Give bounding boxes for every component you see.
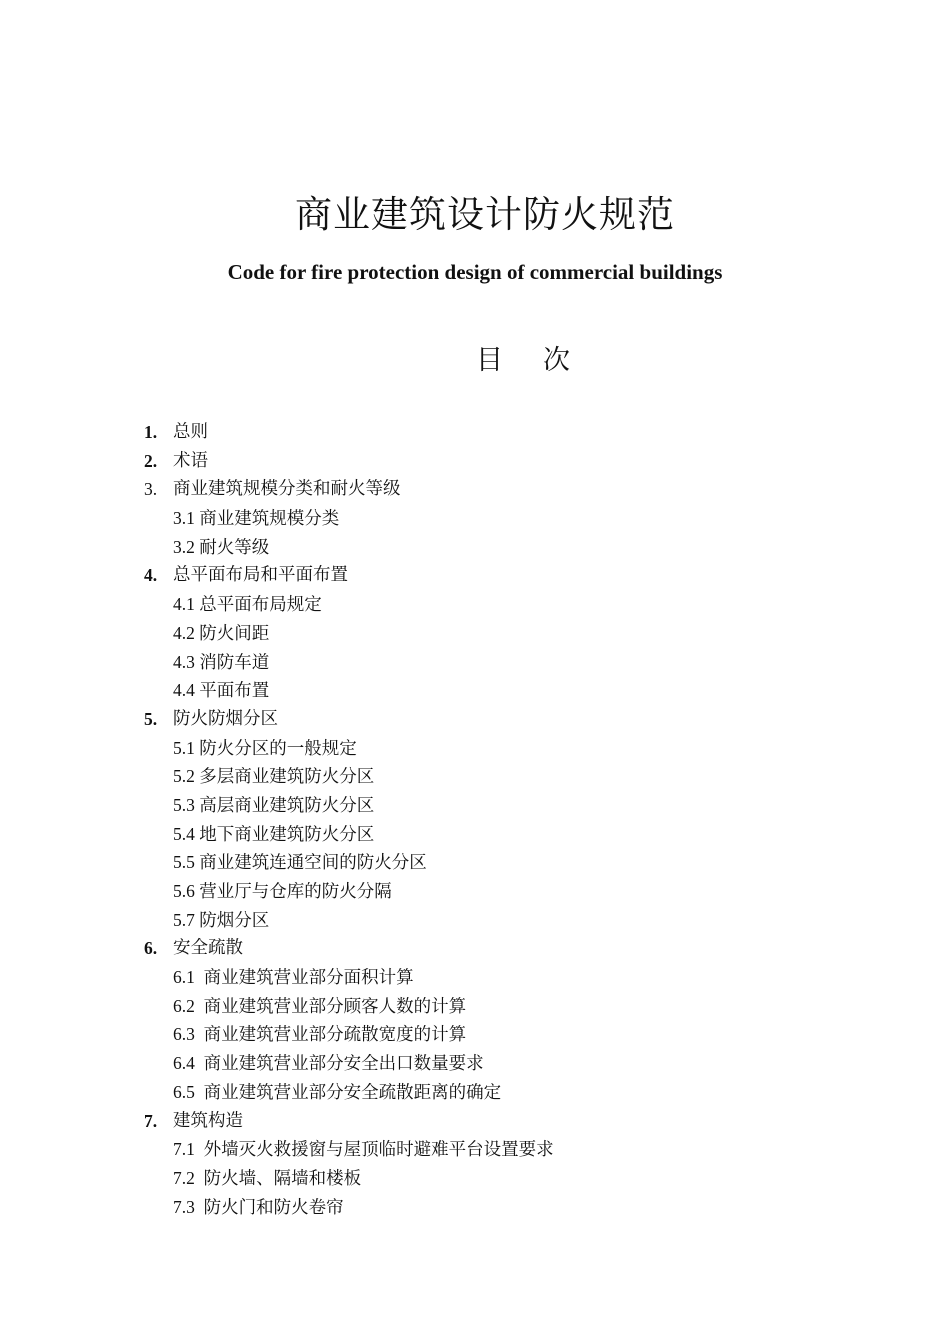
toc-section-number: 6.2 <box>173 995 204 1016</box>
toc-section-number: 3.2 <box>173 536 200 557</box>
toc-heading-char-2: 次 <box>543 345 570 376</box>
toc-section-item[interactable] <box>0 590 950 619</box>
toc-section-item[interactable] <box>0 619 950 648</box>
document-title-en: Code for fire protection design of commercial buildings <box>227 260 723 284</box>
toc-section-item[interactable] <box>0 504 950 533</box>
toc-section-title: 商业建筑连通空间的防火分区 <box>199 853 427 874</box>
toc-section-item[interactable] <box>0 791 950 820</box>
toc-chapter-number: 2. <box>144 450 158 471</box>
toc-section-entry <box>173 676 269 706</box>
toc-chapter-title: 安全疏散 <box>173 938 243 959</box>
toc-chapter-title: 术语 <box>173 450 208 471</box>
toc-chapter-number: 7. <box>144 1110 158 1131</box>
toc-section-item[interactable] <box>0 1020 950 1049</box>
toc-section-item[interactable] <box>0 676 950 705</box>
toc-section-item[interactable] <box>0 533 950 562</box>
toc-chapter-title: 商业建筑规模分类和耐火等级 <box>173 479 401 500</box>
toc-chapter-item[interactable] <box>0 1107 950 1136</box>
toc-section-item[interactable] <box>0 820 950 849</box>
toc-section-title: 商业建筑营业部分顾客人数的计算 <box>203 996 467 1017</box>
toc-section-entry <box>173 504 339 534</box>
toc-section-number: 4.1 <box>173 594 200 615</box>
toc-section-title: 防烟分区 <box>199 910 270 931</box>
toc-section-title: 商业建筑营业部分安全出口数量要求 <box>203 1054 484 1075</box>
toc-section-item[interactable] <box>0 1049 950 1078</box>
toc-section-entry <box>173 762 374 792</box>
toc-section-item[interactable] <box>0 992 950 1021</box>
toc-section-item[interactable] <box>0 963 950 992</box>
toc-section-entry <box>173 619 269 649</box>
toc-section-number: 5.5 <box>173 852 200 873</box>
toc-section-title: 营业厅与仓库的防火分隔 <box>199 882 392 902</box>
toc-section-item[interactable] <box>0 906 950 935</box>
toc-chapter-item[interactable] <box>0 934 950 963</box>
toc-chapter-number: 4. <box>144 565 158 586</box>
toc-chapter-item[interactable] <box>0 475 950 504</box>
toc-section-item[interactable] <box>0 648 950 677</box>
toc-section-number: 4.3 <box>173 651 200 672</box>
toc-section-entry <box>173 1049 484 1079</box>
toc-section-title: 消防车道 <box>199 652 270 673</box>
toc-section-entry <box>173 820 374 850</box>
toc-section-title: 商业建筑营业部分面积计算 <box>203 968 414 989</box>
toc-chapter-number: 6. <box>144 938 158 959</box>
toc-section-item[interactable] <box>0 848 950 877</box>
toc-chapter-number: 3. <box>144 479 158 500</box>
toc-section-title: 商业建筑营业部分安全疏散距离的确定 <box>203 1082 502 1103</box>
toc-section-entry <box>173 734 357 764</box>
toc-section-entry <box>173 848 427 878</box>
toc-section-item[interactable] <box>0 762 950 791</box>
toc-section-number: 6.5 <box>173 1081 204 1102</box>
toc-section-entry <box>173 1135 554 1165</box>
toc-chapter-title: 建筑构造 <box>173 1110 243 1131</box>
toc-chapter-title: 总则 <box>173 422 208 442</box>
toc-section-item[interactable] <box>0 1164 950 1193</box>
toc-section-entry <box>173 877 392 907</box>
toc-section-item[interactable] <box>0 734 950 763</box>
toc-section-entry <box>173 1193 344 1223</box>
toc-chapter-item[interactable] <box>0 561 950 590</box>
toc-section-entry <box>173 791 374 821</box>
toc-chapter-item[interactable] <box>0 447 950 476</box>
toc-chapter-title: 防火防烟分区 <box>173 708 278 729</box>
toc-heading <box>0 338 950 377</box>
toc-heading-char-1: 目 <box>476 345 503 376</box>
toc-section-entry <box>173 906 269 936</box>
toc-section-entry <box>173 1078 501 1108</box>
toc-section-number: 7.3 <box>173 1196 204 1217</box>
toc-section-number: 6.4 <box>173 1053 204 1074</box>
toc-section-entry <box>173 1164 361 1194</box>
toc-chapter-item[interactable] <box>0 418 950 447</box>
toc-section-number: 5.1 <box>173 737 200 758</box>
toc-section-title: 商业建筑营业部分疏散宽度的计算 <box>203 1025 467 1046</box>
toc-section-title: 防火分区的一般规定 <box>199 738 357 759</box>
toc-section-number: 6.1 <box>173 967 204 988</box>
toc-section-number: 4.2 <box>173 622 200 643</box>
toc-section-number: 6.3 <box>173 1024 204 1045</box>
toc-section-item[interactable] <box>0 1193 950 1222</box>
toc-chapter-item[interactable] <box>0 705 950 734</box>
toc-section-title: 防火门和防火卷帘 <box>203 1197 344 1218</box>
toc-section-title: 商业建筑规模分类 <box>199 509 340 530</box>
toc-section-title: 耐火等级 <box>199 537 270 558</box>
toc-section-title: 总平面布局规定 <box>199 595 322 616</box>
toc-section-entry <box>173 533 269 563</box>
toc-section-title: 外墙灭火救援窗与屋顶临时避难平台设置要求 <box>203 1140 554 1161</box>
toc-section-entry <box>173 590 322 620</box>
toc-chapter-number: 5. <box>144 708 158 729</box>
table-of-contents <box>0 418 950 1221</box>
toc-section-entry <box>173 992 466 1022</box>
toc-chapter-title: 总平面布局和平面布置 <box>173 565 348 586</box>
toc-section-number: 3.1 <box>173 508 200 529</box>
toc-section-title: 高层商业建筑防火分区 <box>199 795 375 816</box>
toc-section-number: 5.6 <box>173 881 200 901</box>
toc-section-entry <box>173 648 269 678</box>
document-title-cn: 商业建筑设计防火规范 <box>295 193 675 236</box>
toc-section-number: 5.2 <box>173 766 200 787</box>
toc-chapter-number: 1. <box>144 422 158 442</box>
toc-section-number: 7.2 <box>173 1167 204 1188</box>
toc-section-number: 5.4 <box>173 823 200 844</box>
toc-section-entry <box>173 1020 466 1050</box>
toc-section-item[interactable] <box>0 1135 950 1164</box>
toc-section-number: 4.4 <box>173 680 200 701</box>
toc-section-number: 7.1 <box>173 1139 204 1160</box>
toc-section-entry <box>173 963 414 993</box>
toc-section-number: 5.3 <box>173 794 200 815</box>
toc-section-title: 多层商业建筑防火分区 <box>199 767 375 788</box>
toc-section-title: 地下商业建筑防火分区 <box>199 824 375 845</box>
toc-section-item[interactable] <box>0 1078 950 1107</box>
toc-section-number: 5.7 <box>173 909 200 930</box>
toc-section-item[interactable] <box>0 877 950 906</box>
toc-section-title: 平面布置 <box>199 681 270 702</box>
toc-section-title: 防火墙、隔墙和楼板 <box>203 1168 362 1189</box>
toc-section-title: 防火间距 <box>199 623 270 644</box>
